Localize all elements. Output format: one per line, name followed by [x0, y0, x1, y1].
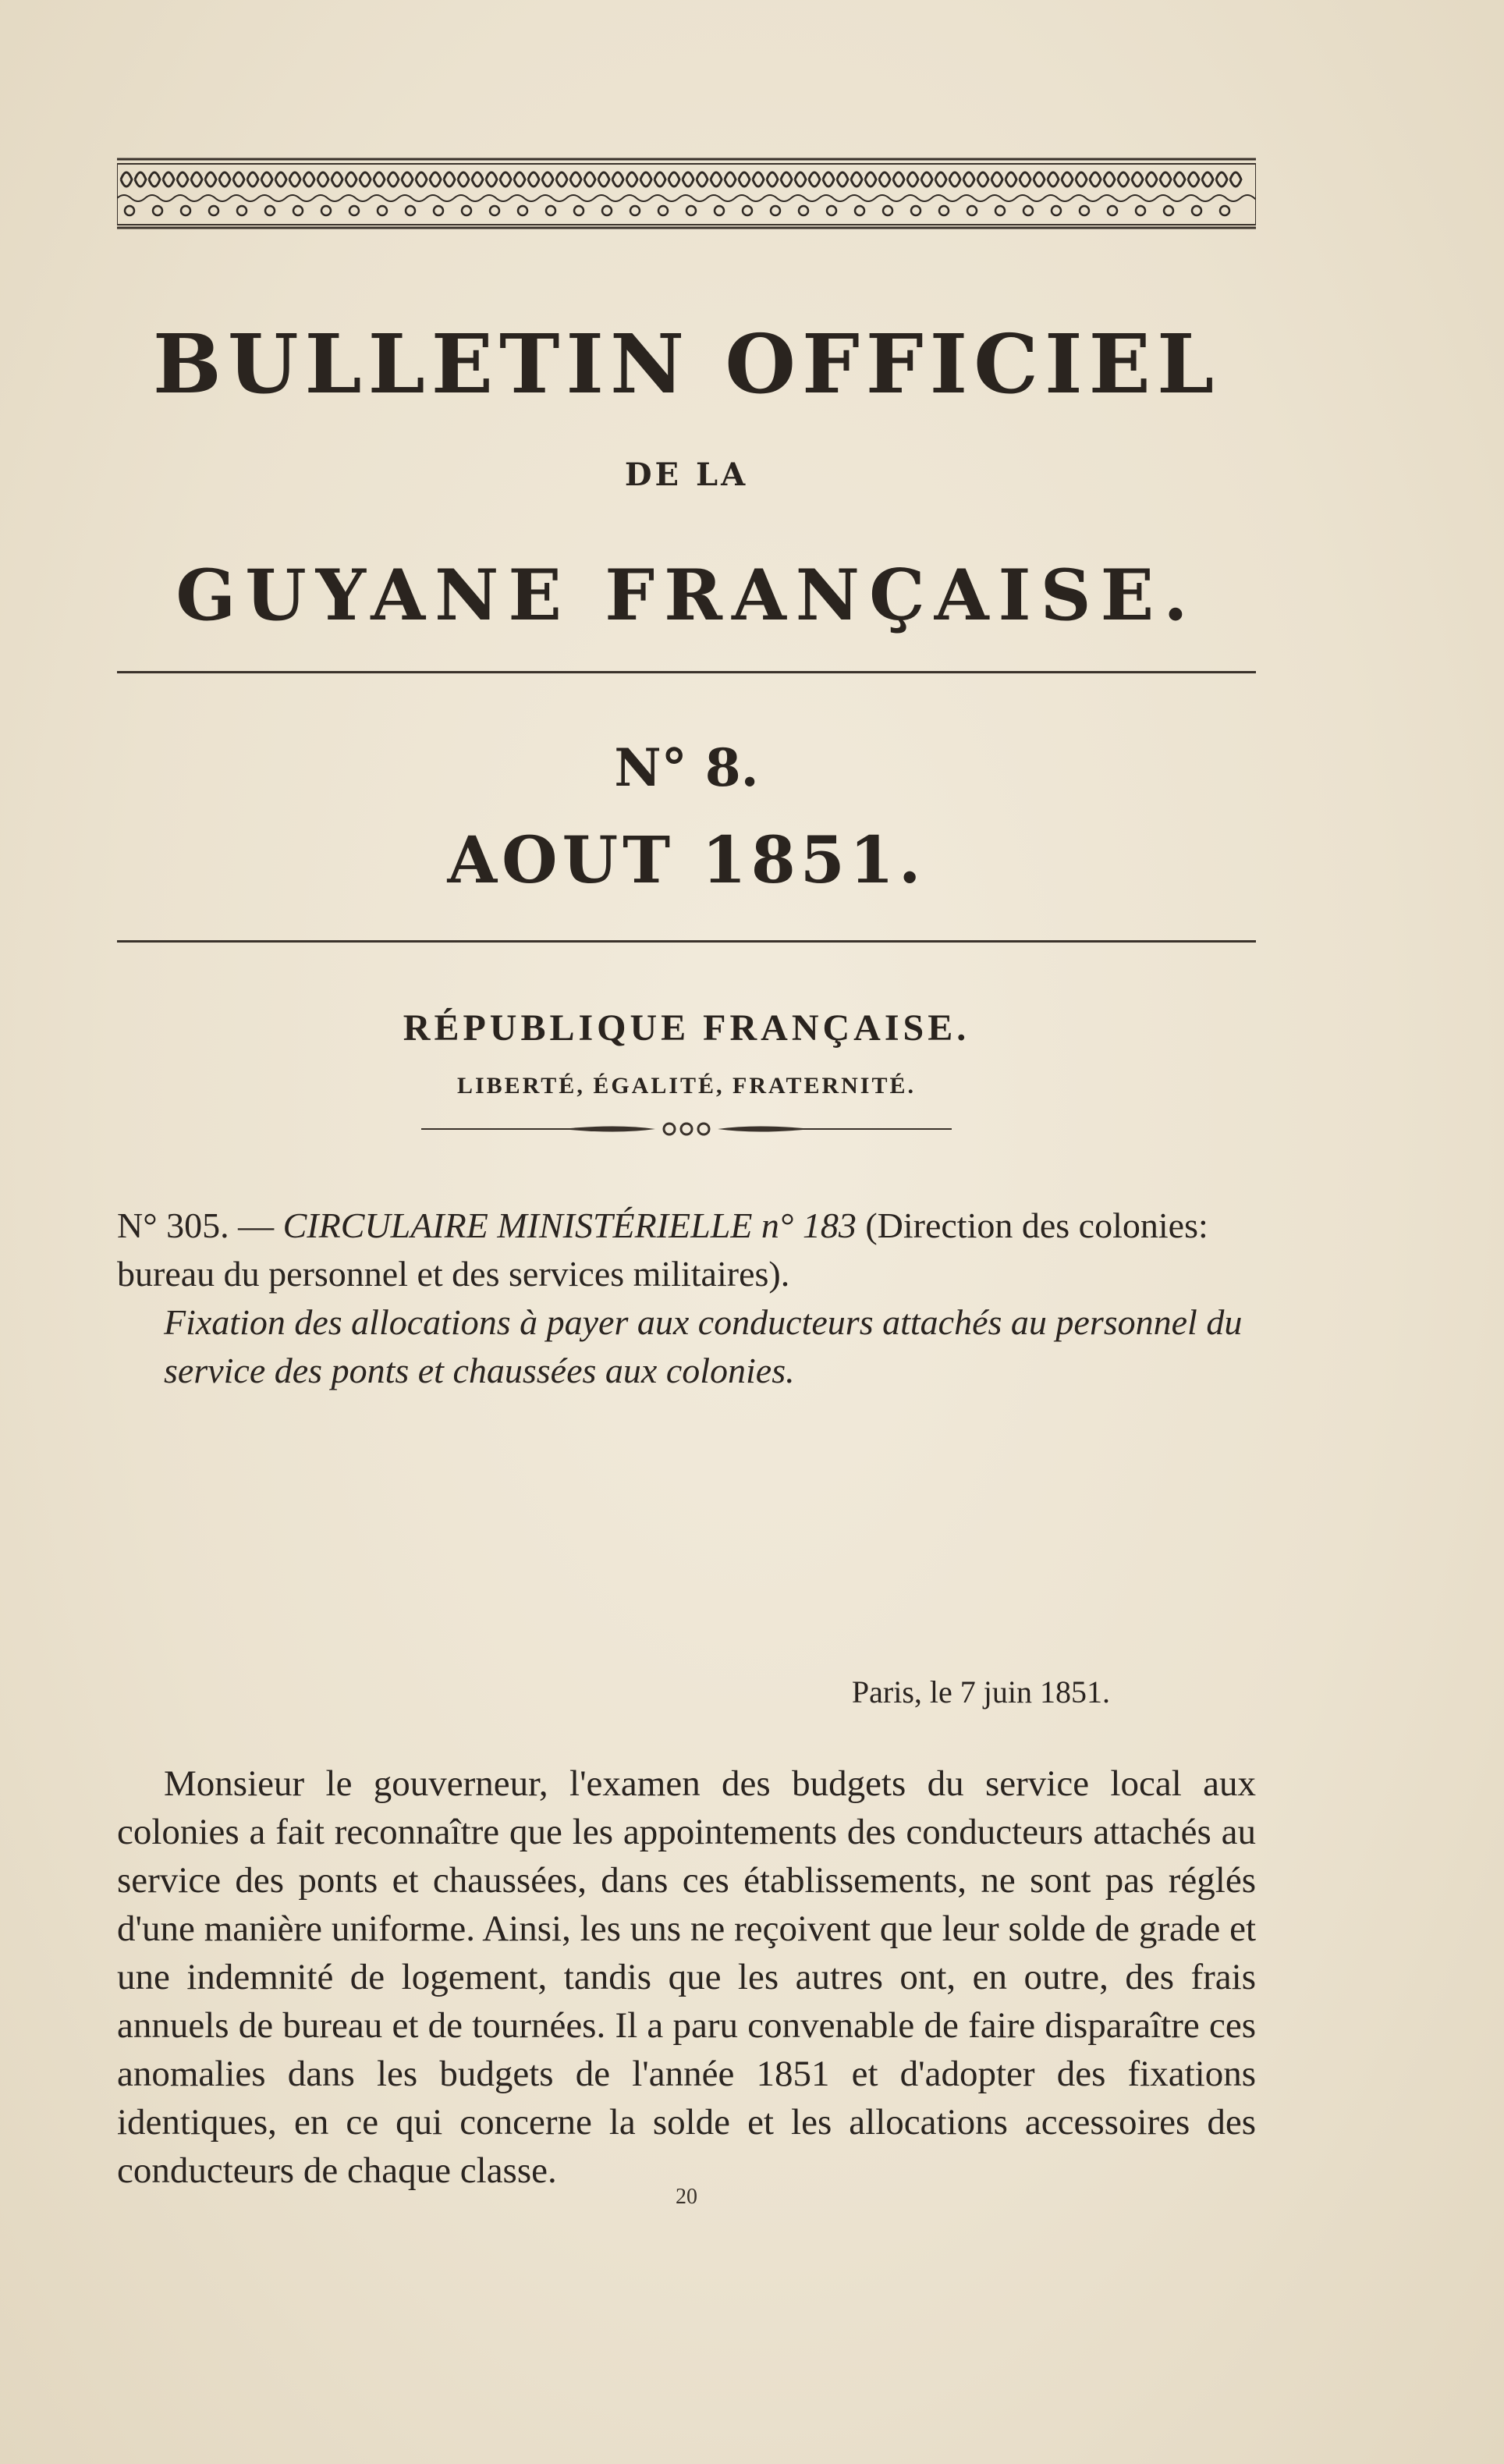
- circular-number: n° 183: [752, 1205, 857, 1245]
- article-dash: —: [229, 1205, 283, 1245]
- page-content: [117, 156, 1256, 2263]
- issue-date: AOUT 1851.: [447, 823, 926, 898]
- article-direction: (Direction des colonies: bureau du personnel et des services militaires).: [117, 1205, 1208, 1294]
- place-and-date: Paris, le 7 juin 1851.: [851, 1674, 1110, 1710]
- republic-heading: RÉPUBLIQUE FRANÇAISE.: [403, 1007, 970, 1049]
- article-number: N° 305.: [117, 1205, 229, 1245]
- colony-title: GUYANE FRANÇAISE.: [176, 554, 1197, 637]
- article-subject: Fixation des allocations à payer aux conducteurs attachés au personnel du service des ponts et chaussées aux colonies.: [164, 1302, 1243, 1390]
- republic-motto: LIBERTÉ, ÉGALITÉ, FRATERNITÉ.: [456, 1073, 917, 1099]
- article-heading: [117, 1202, 1256, 1395]
- article-body: [117, 1759, 1256, 2195]
- bulletin-subtitle: DE LA: [624, 456, 749, 493]
- issue-number: N° 8.: [614, 737, 759, 798]
- bulletin-title: BULLETIN OFFICIEL: [152, 316, 1221, 412]
- decorative-flourish: [421, 1117, 952, 1141]
- header-rule: [117, 671, 1256, 673]
- body-paragraph: Monsieur le gouverneur, l'examen des budgets du service local aux colonies a fait reconnaître que les appointements des conducteurs attachés au service des ponts et chaussées, dans ces établissements, ne sont pas réglés d'une manière uniforme. Ainsi, les uns ne reçoivent que leur solde de grade et une indemnité de logement, tandis que les autres ont, en outre, des frais annuels de bureau et de tournées. Il a paru convenable de faire disparaître ces anomalies dans les budgets de l'année 1851 et d'adopter des fixations identiques, en ce qui concerne la solde et les allocations accessoires des conducteurs de chaque classe.: [117, 1763, 1256, 2191]
- issue-rule: [117, 940, 1256, 943]
- page-folio: 20: [676, 2185, 697, 2209]
- ornamental-header-band: [117, 156, 1256, 231]
- article-type: CIRCULAIRE MINISTÉRIELLE: [282, 1205, 753, 1245]
